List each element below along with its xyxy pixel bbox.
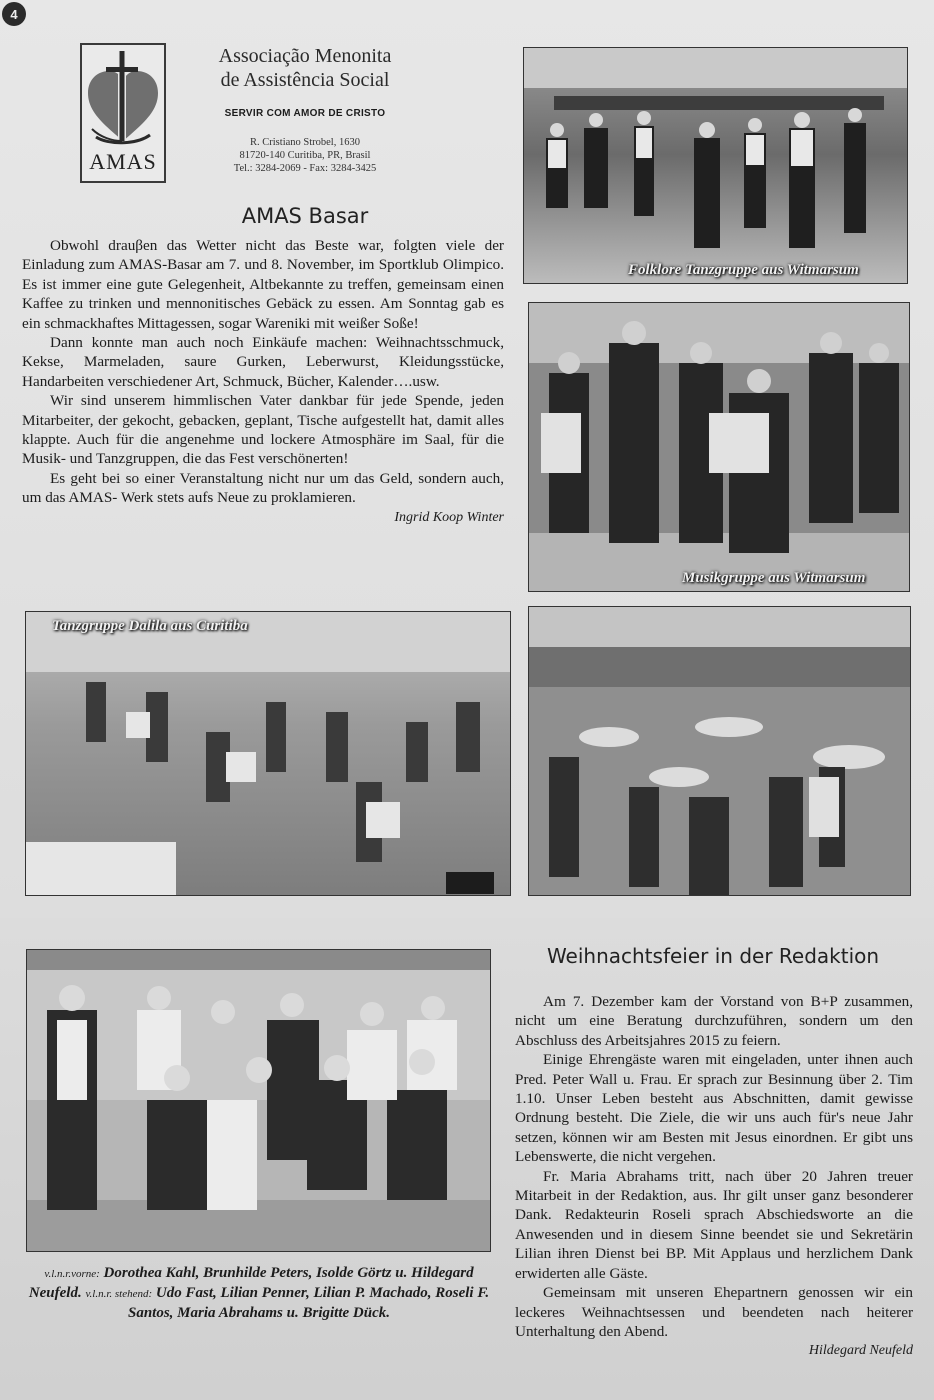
article-title-weihnachtsfeier: Weihnachtsfeier in der Redaktion — [546, 944, 880, 968]
caption-standing-names: Udo Fast, Lilian Penner, Lilian P. Machado, Roseli F. Santos, Maria Abrahams u. Brigitte Dück. — [127, 1285, 490, 1321]
article-title-amas-basar: AMAS Basar — [241, 204, 369, 228]
article-body-amas-basar — [22, 236, 504, 527]
caption-musikgruppe: Musikgruppe aus Witmarsum — [682, 570, 866, 586]
address-line: R. Cristiano Strobel, 1630 — [250, 137, 360, 148]
caption-prefix-standing: v.l.n.r. stehend: — [85, 1288, 153, 1300]
org-name-line1: Associação Menonita — [218, 45, 392, 67]
org-name-line2: de Assistência Social — [220, 69, 390, 91]
org-address — [180, 136, 430, 175]
paragraph: Es geht bei so einer Veranstaltung nicht nur um das Geld, sondern auch, um das AMAS- Werk stets aufs Neue zu proklamieren. — [22, 469, 504, 507]
caption-folklore: Folklore Tanzgruppe aus Witmarsum — [628, 262, 859, 278]
photo-music-group — [528, 302, 910, 592]
paragraph: Fr. Maria Abrahams tritt, nach über 20 Jahren treuer Mitarbeit in der Redaktion, aus. Ihr gilt unser ganz besonderer Dank. Redakteurin Roseli sprach Abschiedsworte an die Anwesenden und in diesem Sinne beendet sie und Sekretärin Lilian ihren Dienst bei BP. Mit Applaus und herzlichem Dank erwiderten alle Gäste. — [515, 1167, 913, 1282]
caption-dalila: Tanzgruppe Dalila aus Curitiba — [52, 618, 248, 634]
paragraph: Am 7. Dezember kam der Vorstand von B+P zusammen, nicht um eine Beratung durchzuführen, sondern um den Abschluss des Arbeitsjahres 2015 zu feiern. — [515, 993, 913, 1049]
photo-dalila-dance — [25, 611, 511, 896]
paragraph: Dann konnte man auch noch Einkäufe machen: Weihnachtsschmuck, Kekse, Marmeladen, saure Gurken, Leberwurst, Kleidungsstücke, Handarbeiten verschiedener Art, Schmuck, Bücher, Kalender….usw. — [22, 334, 504, 390]
article-body-weihnachtsfeier — [515, 992, 913, 1361]
photo-folklore-dance — [523, 47, 908, 284]
paragraph: Gemeinsam mit unseren Ehepartnern genossen wir ein leckeres Weihnachtsessen und beendeten nach heiterer Unterhaltung den Abend. — [515, 1284, 913, 1340]
caption-front-names: Dorothea Kahl, Brunhilde Peters, Isolde Görtz u. Hildegard Neufeld. — [28, 1265, 474, 1301]
photo-group — [26, 949, 491, 1252]
paragraph: Einige Ehrengäste waren mit eingeladen, unter ihnen auch Pred. Peter Wall u. Frau. Er sprach zur Besinnung über 2. Tim 1.10. Unser Leben besteht aus Abschnitten, damit gewisse Ordnung besteht. Die Ziele, die wir uns auch für's neue Jahr setzen, können wir am Besten mit Jesus einordnen. Er gibt uns Lebenswerte, die nicht vergehen. — [515, 1051, 913, 1166]
paragraph: Wir sind unserem himmlischen Vater dankbar für jede Spende, jeden Mitarbeiter, der gekocht, gebacken, geplant, Tische aufgestellt hat, damit alles klappte. Auch für die angenehme und lockere Atmosphäre im Saal, für die Musik- und Tanzgruppen, die das Fest verschönerten! — [22, 392, 504, 468]
logo-text: AMAS — [89, 149, 157, 174]
address-line: 81720-140 Curitiba, PR, Brasil — [239, 150, 371, 161]
org-name — [180, 44, 430, 92]
group-photo-caption — [28, 1264, 490, 1323]
author-signature: Ingrid Koop Winter — [394, 509, 504, 525]
org-motto: SERVIR COM AMOR DE CRISTO — [224, 108, 386, 119]
address-phone: Tel.: 3284-2069 - Fax: 3284-3425 — [233, 163, 377, 174]
author-signature: Hildegard Neufeld — [808, 1343, 913, 1359]
amas-logo — [80, 43, 166, 183]
caption-prefix-front: v.l.n.r.vorne: — [44, 1268, 100, 1280]
page-number: 4 — [2, 2, 26, 26]
photo-hall-crowd — [528, 606, 911, 896]
paragraph: Obwohl drauβen das Wetter nicht das Beste war, folgten viele der Einladung zum AMAS-Basar am 7. und 8. November, im Sportklub Olimpico. Es ist immer eine gute Gelegenheit, Altbekannte zu treffen, gemeinsam einen Kaffee zu trinken und mennonitisches Gebäck zu essen. Am Sonntag gab es ein schmackhaftes Mittagessen, sogar Wareniki mit weißer Soße! — [22, 237, 504, 332]
